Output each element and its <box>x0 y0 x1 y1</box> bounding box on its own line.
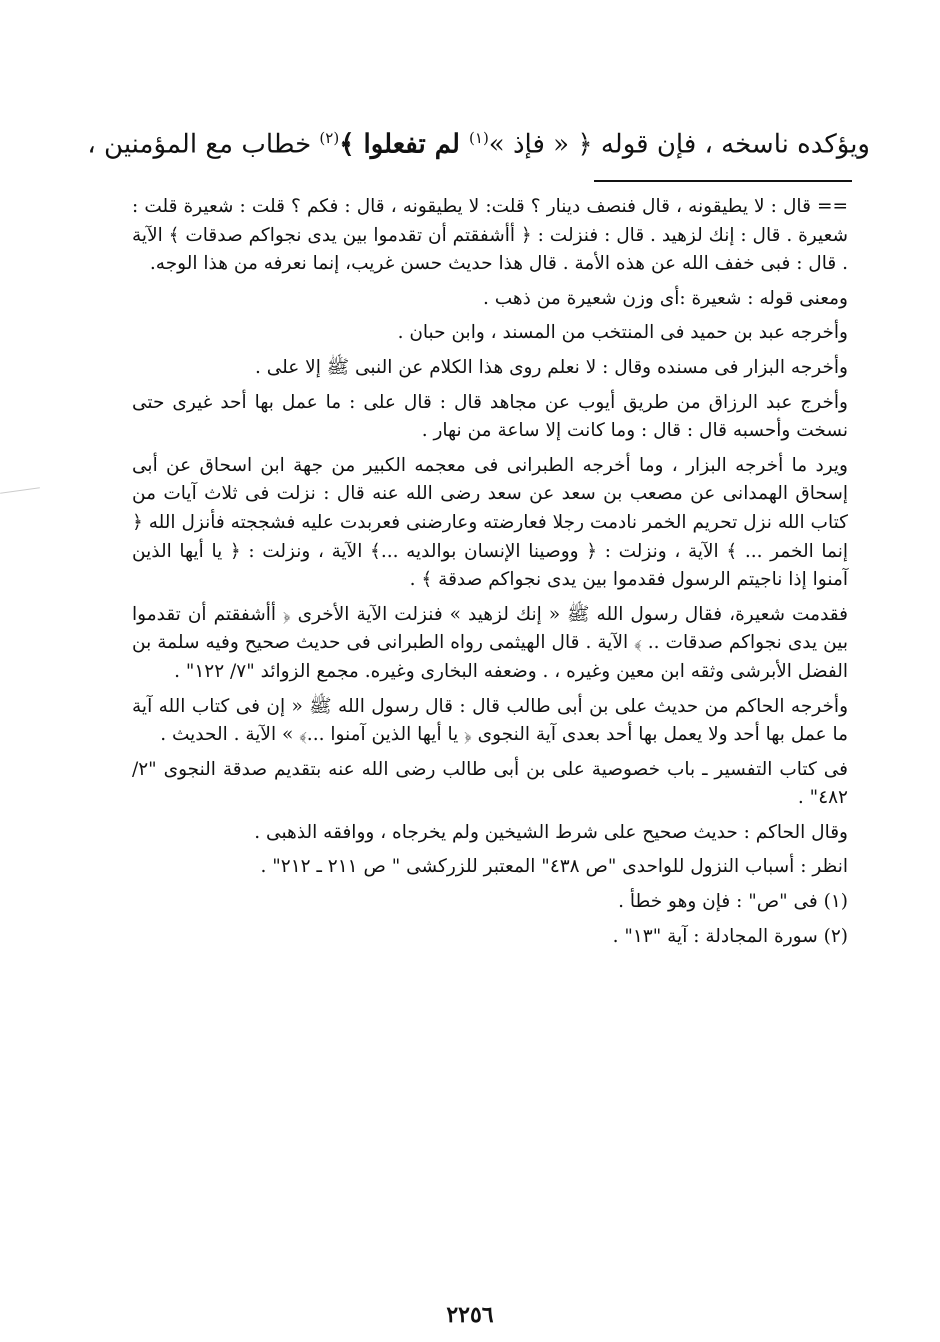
footnote-ref-1: (١) <box>469 129 489 147</box>
footnote-paragraph: وأخرجه البزار فى مسنده وقال : لا نعلم روى هذا الكلام عن النبى ﷺ إلا على . <box>254 356 848 378</box>
footnote-paragraph: وأخرجه الحاكم من حديث على بن أبى طالب قال : قال رسول الله ﷺ « إن فى كتاب الله آية ما عمل بها أحد ولا يعمل بها أحد بعدى آية النجوى ﴿ يا أيها الذين آمنوا ...﴾ » الآية . الحديث . <box>132 695 848 746</box>
footnote-separator <box>594 180 852 182</box>
footnote-1: (١) فى "ص" : فإن وهو خطأ . <box>618 891 848 913</box>
footnote-ref-2: (٢) <box>319 129 340 147</box>
main-text-part-3: خطاب مع المؤمنين ، <box>87 129 320 160</box>
footnote-paragraph: وأخرجه عبد بن حميد فى المنتخب من المسند ، وابن حبان . <box>397 322 848 344</box>
main-text-line <box>87 112 870 171</box>
footnote-paragraph: فقدمت شعيرة، فقال رسول الله ﷺ « إنك لزهيد » فنزلت الآية الأخرى ﴿ أأشفقتم أن تقدموا بين يدى نجواكم صدقات .. ﴾ الآية . قال الهيثمى رواه الطبرانى فى حديث صحيح وفيه سلمة بن الفضل الأبرشى وثقه ابن معين وغيره ، . وضعفه البخارى وغيره. مجمع الزوائد "٧/ ١٢٢" . <box>132 603 848 682</box>
footnote-paragraph: ومعنى قوله : شعيرة :أى وزن شعيرة من ذهب . <box>482 287 848 309</box>
main-text-part-2: لم تفعلوا ﴾ <box>339 129 470 160</box>
footnote-paragraph: == قال : لا يطيقونه ، قال فنصف دينار ؟ قلت: لا يطيقونه ، قال : فكم ؟ قلت : شعيرة قلت : شعيرة . قال : إنك لزهيد . قال : فنزلت : ﴿ أأشفقتم أن تقدموا بين يدى نجواكم صدقات ﴾ الآية . قال : فبى خفف الله عن هذه الأمة . قال هذا حديث حسن غريب، إنما نعرفه من هذا الوجه. <box>132 196 848 275</box>
footnote-2: (٢) سورة المجادلة : آية "١٣" . <box>612 925 848 947</box>
footnote-paragraph: وقال الحاكم : حديث صحيح على شرط الشيخين ولم يخرجاه ، ووافقه الذهبى . <box>254 821 848 843</box>
footnote-paragraph: وأخرج عبد الرزاق من طريق أيوب عن مجاهد قال : قال على : ما عمل بها أحد غيرى حتى نسخت وأحسبه قال : قال : وما كانت إلا ساعة من نهار . <box>132 391 848 442</box>
scan-margin-mark <box>0 487 40 494</box>
page-number: ٢٢٥٦ <box>446 1302 494 1328</box>
footnote-paragraph: انظر : أسباب النزول للواحدى "ص ٤٣٨" المعتبر للزركشى " ص ٢١١ ـ ٢١٢" . <box>260 856 848 878</box>
footnote-paragraph: فى كتاب التفسير ـ باب خصوصية على بن أبى طالب رضى الله عنه بتقديم صدقة النجوى "٢/ ٤٨٢" . <box>132 758 848 809</box>
footnotes-block <box>132 193 848 951</box>
footnote-paragraph: ويرد ما أخرجه البزار ، وما أخرجه الطبرانى فى معجمه الكبير من جهة ابن اسحاق عن أبى إسحاق الهمدانى عن مصعب بن سعد عن سعد رضى الله عنه قال : نزلت فى ثلاث آيات من كتاب الله نزل تحريم الخمر نادمت رجلا فعارضته وعارضنى فعربدت عليه فشججته فأنزل الله ﴿ إنما الخمر ... ﴾ الآية ، ونزلت : ﴿ ووصينا الإنسان بوالديه ...﴾ الآية ، ونزلت : ﴿ يا أيها الذين آمنوا إذا ناجيتم الرسول فقدموا بين يدى نجواكم صدقة ﴾ . <box>132 454 848 591</box>
main-text-part-1: ويؤكده ناسخه ، فإن قوله ﴿ « فإذ » <box>488 129 870 160</box>
